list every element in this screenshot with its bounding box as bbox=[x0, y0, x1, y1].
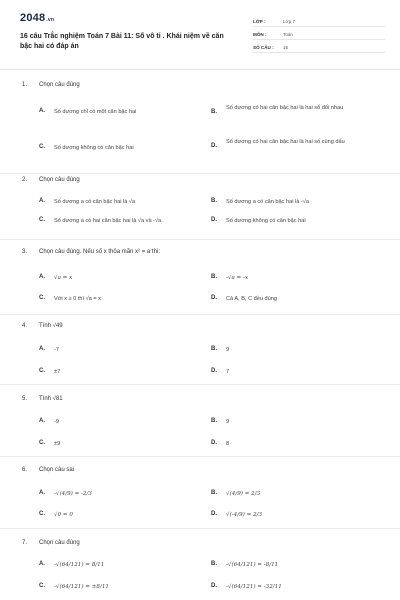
option-letter: D. bbox=[211, 368, 217, 374]
option-c[interactable] bbox=[39, 295, 204, 304]
question-number: 7. bbox=[22, 540, 28, 546]
question-number: 6. bbox=[22, 467, 28, 473]
question-5 bbox=[0, 385, 400, 457]
option-a[interactable] bbox=[39, 108, 204, 117]
option-d[interactable] bbox=[211, 217, 381, 226]
option-a[interactable] bbox=[39, 561, 204, 570]
option-text: Số dương không có căn bậc hai bbox=[54, 145, 134, 151]
option-letter: B. bbox=[211, 418, 217, 424]
option-letter: B. bbox=[211, 198, 217, 204]
question-text: Tính √81 bbox=[39, 396, 63, 402]
option-letter: D. bbox=[211, 511, 217, 517]
question-text: Tính √49 bbox=[39, 323, 63, 329]
option-letter: A. bbox=[39, 198, 45, 204]
question-number: 5. bbox=[22, 396, 28, 402]
option-letter: C. bbox=[39, 144, 45, 150]
question-3 bbox=[0, 240, 400, 318]
option-a[interactable] bbox=[39, 274, 204, 283]
option-text: √(-4/9) = 2/3 bbox=[226, 512, 263, 518]
meta-value: 16 bbox=[283, 44, 289, 50]
option-b[interactable] bbox=[211, 104, 381, 115]
meta-row-count bbox=[253, 42, 385, 53]
option-text: -9 bbox=[54, 419, 59, 425]
option-text: ±9 bbox=[54, 441, 61, 447]
option-letter: B. bbox=[211, 490, 217, 496]
option-c[interactable] bbox=[39, 144, 204, 153]
option-b[interactable] bbox=[211, 490, 381, 499]
option-d[interactable] bbox=[211, 583, 381, 592]
option-text: Cả A, B, C đều đúng bbox=[226, 296, 277, 302]
option-text: Với x ≥ 0 thì √a = x bbox=[54, 296, 101, 302]
option-a[interactable] bbox=[39, 198, 209, 207]
option-text: 7 bbox=[226, 369, 230, 375]
option-letter: C. bbox=[39, 440, 45, 446]
question-6 bbox=[0, 457, 400, 529]
option-b[interactable] bbox=[211, 561, 381, 570]
option-text: √a = x bbox=[54, 275, 73, 281]
option-text: Số dương chỉ có một căn bậc hai bbox=[54, 109, 137, 115]
option-text: -√(64/121) = -8/11 bbox=[226, 562, 279, 568]
option-b[interactable] bbox=[211, 346, 381, 355]
option-c[interactable] bbox=[39, 440, 204, 449]
option-letter: A. bbox=[39, 108, 45, 114]
option-letter: D. bbox=[211, 143, 217, 149]
option-text: -√(64/121) = 8/11 bbox=[54, 562, 105, 568]
option-b[interactable] bbox=[211, 198, 381, 207]
option-text: -7 bbox=[54, 347, 59, 353]
option-letter: C. bbox=[39, 295, 45, 301]
question-1 bbox=[0, 70, 400, 174]
option-text: -√(64/121) = -32/11 bbox=[226, 584, 282, 590]
option-b[interactable] bbox=[211, 418, 381, 427]
option-a[interactable] bbox=[39, 418, 204, 427]
option-letter: A. bbox=[39, 274, 45, 280]
meta-value: Toán bbox=[283, 31, 293, 37]
option-letter: D. bbox=[211, 583, 217, 589]
option-text: ±7 bbox=[54, 369, 61, 375]
option-c[interactable] bbox=[39, 217, 211, 226]
option-letter: D. bbox=[211, 295, 217, 301]
option-letter: A. bbox=[39, 561, 45, 567]
document-header bbox=[20, 10, 385, 64]
option-text: √0 = 0 bbox=[54, 512, 73, 518]
option-text: Số dương a có căn bậc hai là √a bbox=[54, 199, 136, 205]
option-letter: B. bbox=[211, 346, 217, 352]
option-letter: C. bbox=[39, 368, 45, 374]
option-text: Số dương có hai căn bậc hai là hai số đối nhau bbox=[226, 105, 344, 111]
option-letter: D. bbox=[211, 217, 217, 223]
question-2 bbox=[0, 174, 400, 244]
option-text: √(4/9) = 2/3 bbox=[226, 491, 261, 497]
meta-row-subject bbox=[253, 29, 385, 40]
option-letter: B. bbox=[211, 109, 217, 115]
meta-key: SỐ CÂU : bbox=[253, 44, 274, 50]
option-d[interactable] bbox=[211, 295, 381, 304]
question-number: 4. bbox=[22, 323, 28, 329]
meta-key: LỚP : bbox=[253, 18, 266, 24]
option-letter: B. bbox=[211, 274, 217, 280]
option-letter: C. bbox=[39, 511, 45, 517]
option-c[interactable] bbox=[39, 368, 204, 377]
question-text: Chọn câu đúng bbox=[39, 540, 80, 546]
option-text: -√a = -x bbox=[226, 275, 249, 281]
option-text: 8 bbox=[226, 441, 230, 447]
question-text: Chọn câu sai bbox=[39, 467, 75, 473]
option-letter: D. bbox=[211, 440, 217, 446]
option-text: 9 bbox=[226, 419, 230, 425]
option-a[interactable] bbox=[39, 490, 204, 499]
option-b[interactable] bbox=[211, 274, 381, 283]
option-c[interactable] bbox=[39, 511, 204, 520]
option-letter: C. bbox=[39, 217, 45, 223]
option-letter: C. bbox=[39, 583, 45, 589]
question-number: 1. bbox=[22, 82, 28, 88]
option-d[interactable] bbox=[211, 138, 381, 149]
logo-suffix: .vn bbox=[46, 17, 55, 23]
question-text: Chọn câu đúng bbox=[39, 177, 80, 183]
option-text: 9 bbox=[226, 347, 230, 353]
option-letter: A. bbox=[39, 490, 45, 496]
option-d[interactable] bbox=[211, 440, 381, 449]
option-text: -√(4/9) = -2/3 bbox=[54, 491, 92, 497]
option-text: Số dương không có căn bậc hai bbox=[226, 218, 306, 224]
option-letter: B. bbox=[211, 561, 217, 567]
option-d[interactable] bbox=[211, 368, 381, 377]
meta-value: Lớp 7 bbox=[283, 18, 295, 24]
question-7 bbox=[0, 529, 400, 600]
option-text: -√(64/121) = ±8/11 bbox=[54, 584, 109, 590]
option-c[interactable] bbox=[39, 583, 204, 592]
option-text: Số dương có hai căn bậc hai là hai số cùng dấu bbox=[226, 139, 345, 145]
question-text: Chọn câu đúng bbox=[39, 82, 80, 88]
option-text: Số dương a có căn bậc hai là -√a bbox=[226, 199, 309, 205]
question-number: 3. bbox=[22, 249, 28, 255]
option-letter: A. bbox=[39, 346, 45, 352]
question-text: Chọn câu đúng. Nếu số x thỏa mãn x² = a thì: bbox=[39, 249, 161, 255]
page-title: 16 câu Trắc nghiệm Toán 7 Bài 11: Số vô tỉ . Khái niệm về căn bậc hai có đáp án bbox=[20, 33, 224, 50]
option-text: Số dương a có hai căn bậc hai là √a và -√a bbox=[54, 218, 162, 224]
meta-row-grade bbox=[253, 16, 385, 27]
meta-key: MÔN : bbox=[253, 31, 267, 37]
option-letter: A. bbox=[39, 418, 45, 424]
option-d[interactable] bbox=[211, 511, 381, 520]
site-logo[interactable] bbox=[20, 12, 54, 24]
question-number: 2. bbox=[22, 177, 28, 183]
question-4 bbox=[0, 315, 400, 385]
logo-text: 2048 bbox=[20, 12, 46, 24]
meta-table bbox=[253, 16, 385, 55]
option-a[interactable] bbox=[39, 346, 204, 355]
